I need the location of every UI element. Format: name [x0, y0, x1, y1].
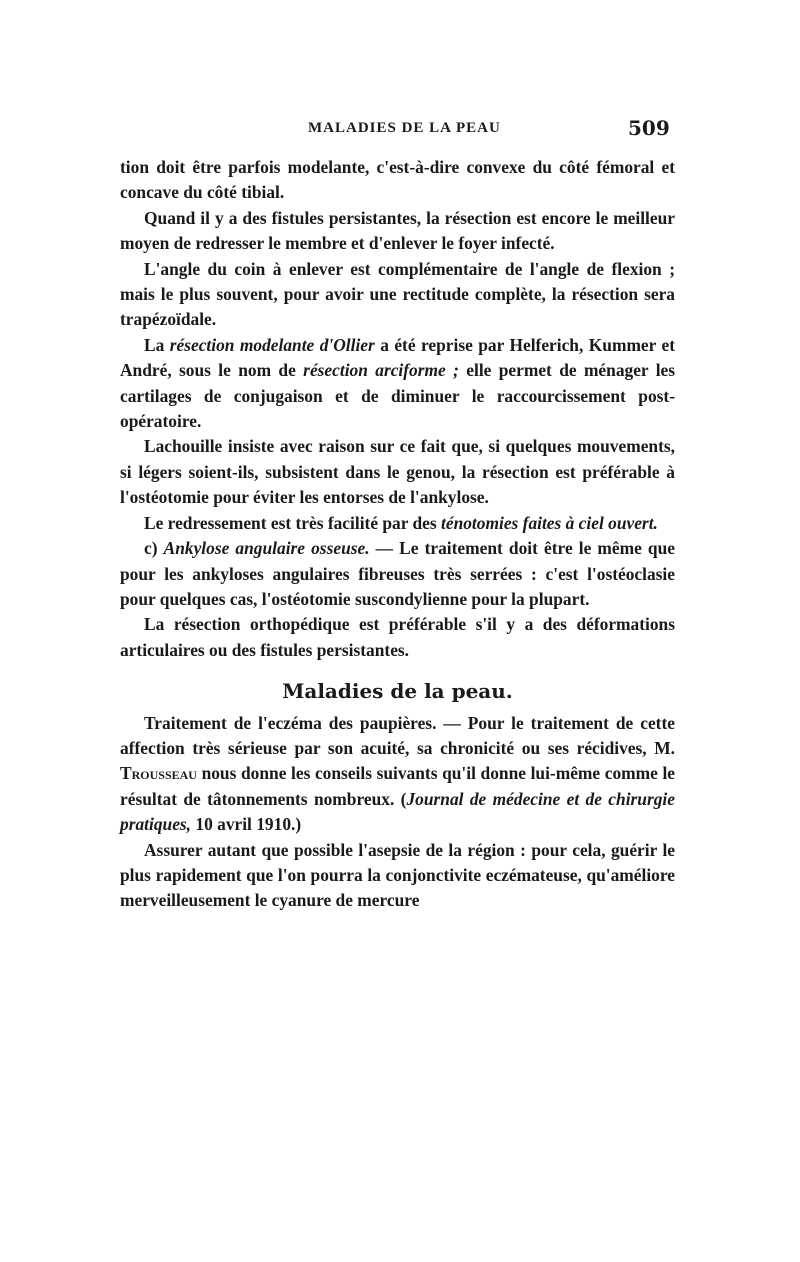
text-run: La [144, 334, 170, 355]
author-name: Trousseau [120, 763, 197, 784]
italic-term: ténotomies faites à ciel ouvert. [441, 512, 658, 533]
text-run: nous donne les conseils suivants qu'il donne lui-même comme le résultat de tâtonnements nombreux. ( [120, 763, 675, 809]
text-run: 10 avril 1910.) [191, 814, 302, 835]
italic-term: résection modelante d'Ollier [169, 334, 375, 355]
paragraph-redressement [120, 511, 675, 536]
text-run: elle permet de ménager les cartilages de conjugaison et de diminuer le raccourcissement post-opératoire. [120, 360, 676, 432]
paragraph-continuation: tion doit être parfois modelante, c'est-à-dire convexe du côté fémoral et concave du côté tibial. [120, 157, 675, 203]
paragraph-lachouille: Lachouille insiste avec raison sur ce fait que, si quelques mouvements, si légers soient-ils, subsistent dans le genou, la résection est préférable à l'ostéotomie pour éviter les entorses de l'ankylose. [120, 436, 675, 508]
text-run: — Pour le traitement de cette affection très sérieuse par son acuité, sa chronicité ou ses récidives, M. [120, 712, 675, 758]
paragraph-asepsie: Assurer autant que possible l'asepsie de la région : pour cela, guérir le plus rapidement que l'on pourra la conjonctivite eczémateuse, qu'améliore merveilleusement le cyanure de mercure [120, 839, 675, 911]
paragraph-fistules: Quand il y a des fistules persistantes, la résection est encore le meilleur moyen de redresser le membre et d'enlever le foyer infecté. [120, 207, 675, 254]
text-run: — Le traitement doit être le même que pour les ankyloses angulaires fibreuses très serrées : c'est l'ostéoclasie pour quelques cas, l'ostéotomie suscondylienne pour la plupart. [120, 538, 675, 609]
italic-term: Ankylose angulaire osseuse. [163, 538, 370, 559]
paragraph-angle: L'angle du coin à enlever est complémentaire de l'angle de flexion ; mais le plus souvent, pour avoir une rectitude complète, la résection sera trapézoïdale. [120, 258, 675, 330]
paragraph-eczema [120, 711, 675, 838]
page-header [0, 116, 800, 146]
journal-title: Journal de médecine et de chirurgie pratiques, [120, 788, 675, 835]
text-run: c) [144, 538, 164, 559]
text-run: Le redressement est très facilité par des [144, 512, 442, 533]
paragraph-resection-orthopedique: La résection orthopédique est préférable s'il y a des déformations articulaires ou des fistules persistantes. [120, 614, 675, 660]
body-text [120, 155, 675, 914]
page-number: 509 [628, 116, 670, 140]
running-title: MALADIES DE LA PEAU [308, 120, 501, 136]
italic-term: résection arciforme ; [303, 360, 459, 381]
paragraph-resection-modelante [120, 333, 675, 435]
run-in-heading: Traitement de l'eczéma des paupières. [144, 712, 437, 733]
text-run: a été reprise par Helferich, Kummer et André, sous le nom de [120, 334, 675, 381]
section-title: Maladies de la peau. [282, 679, 513, 704]
paragraph-ankylose-osseuse [120, 536, 675, 612]
